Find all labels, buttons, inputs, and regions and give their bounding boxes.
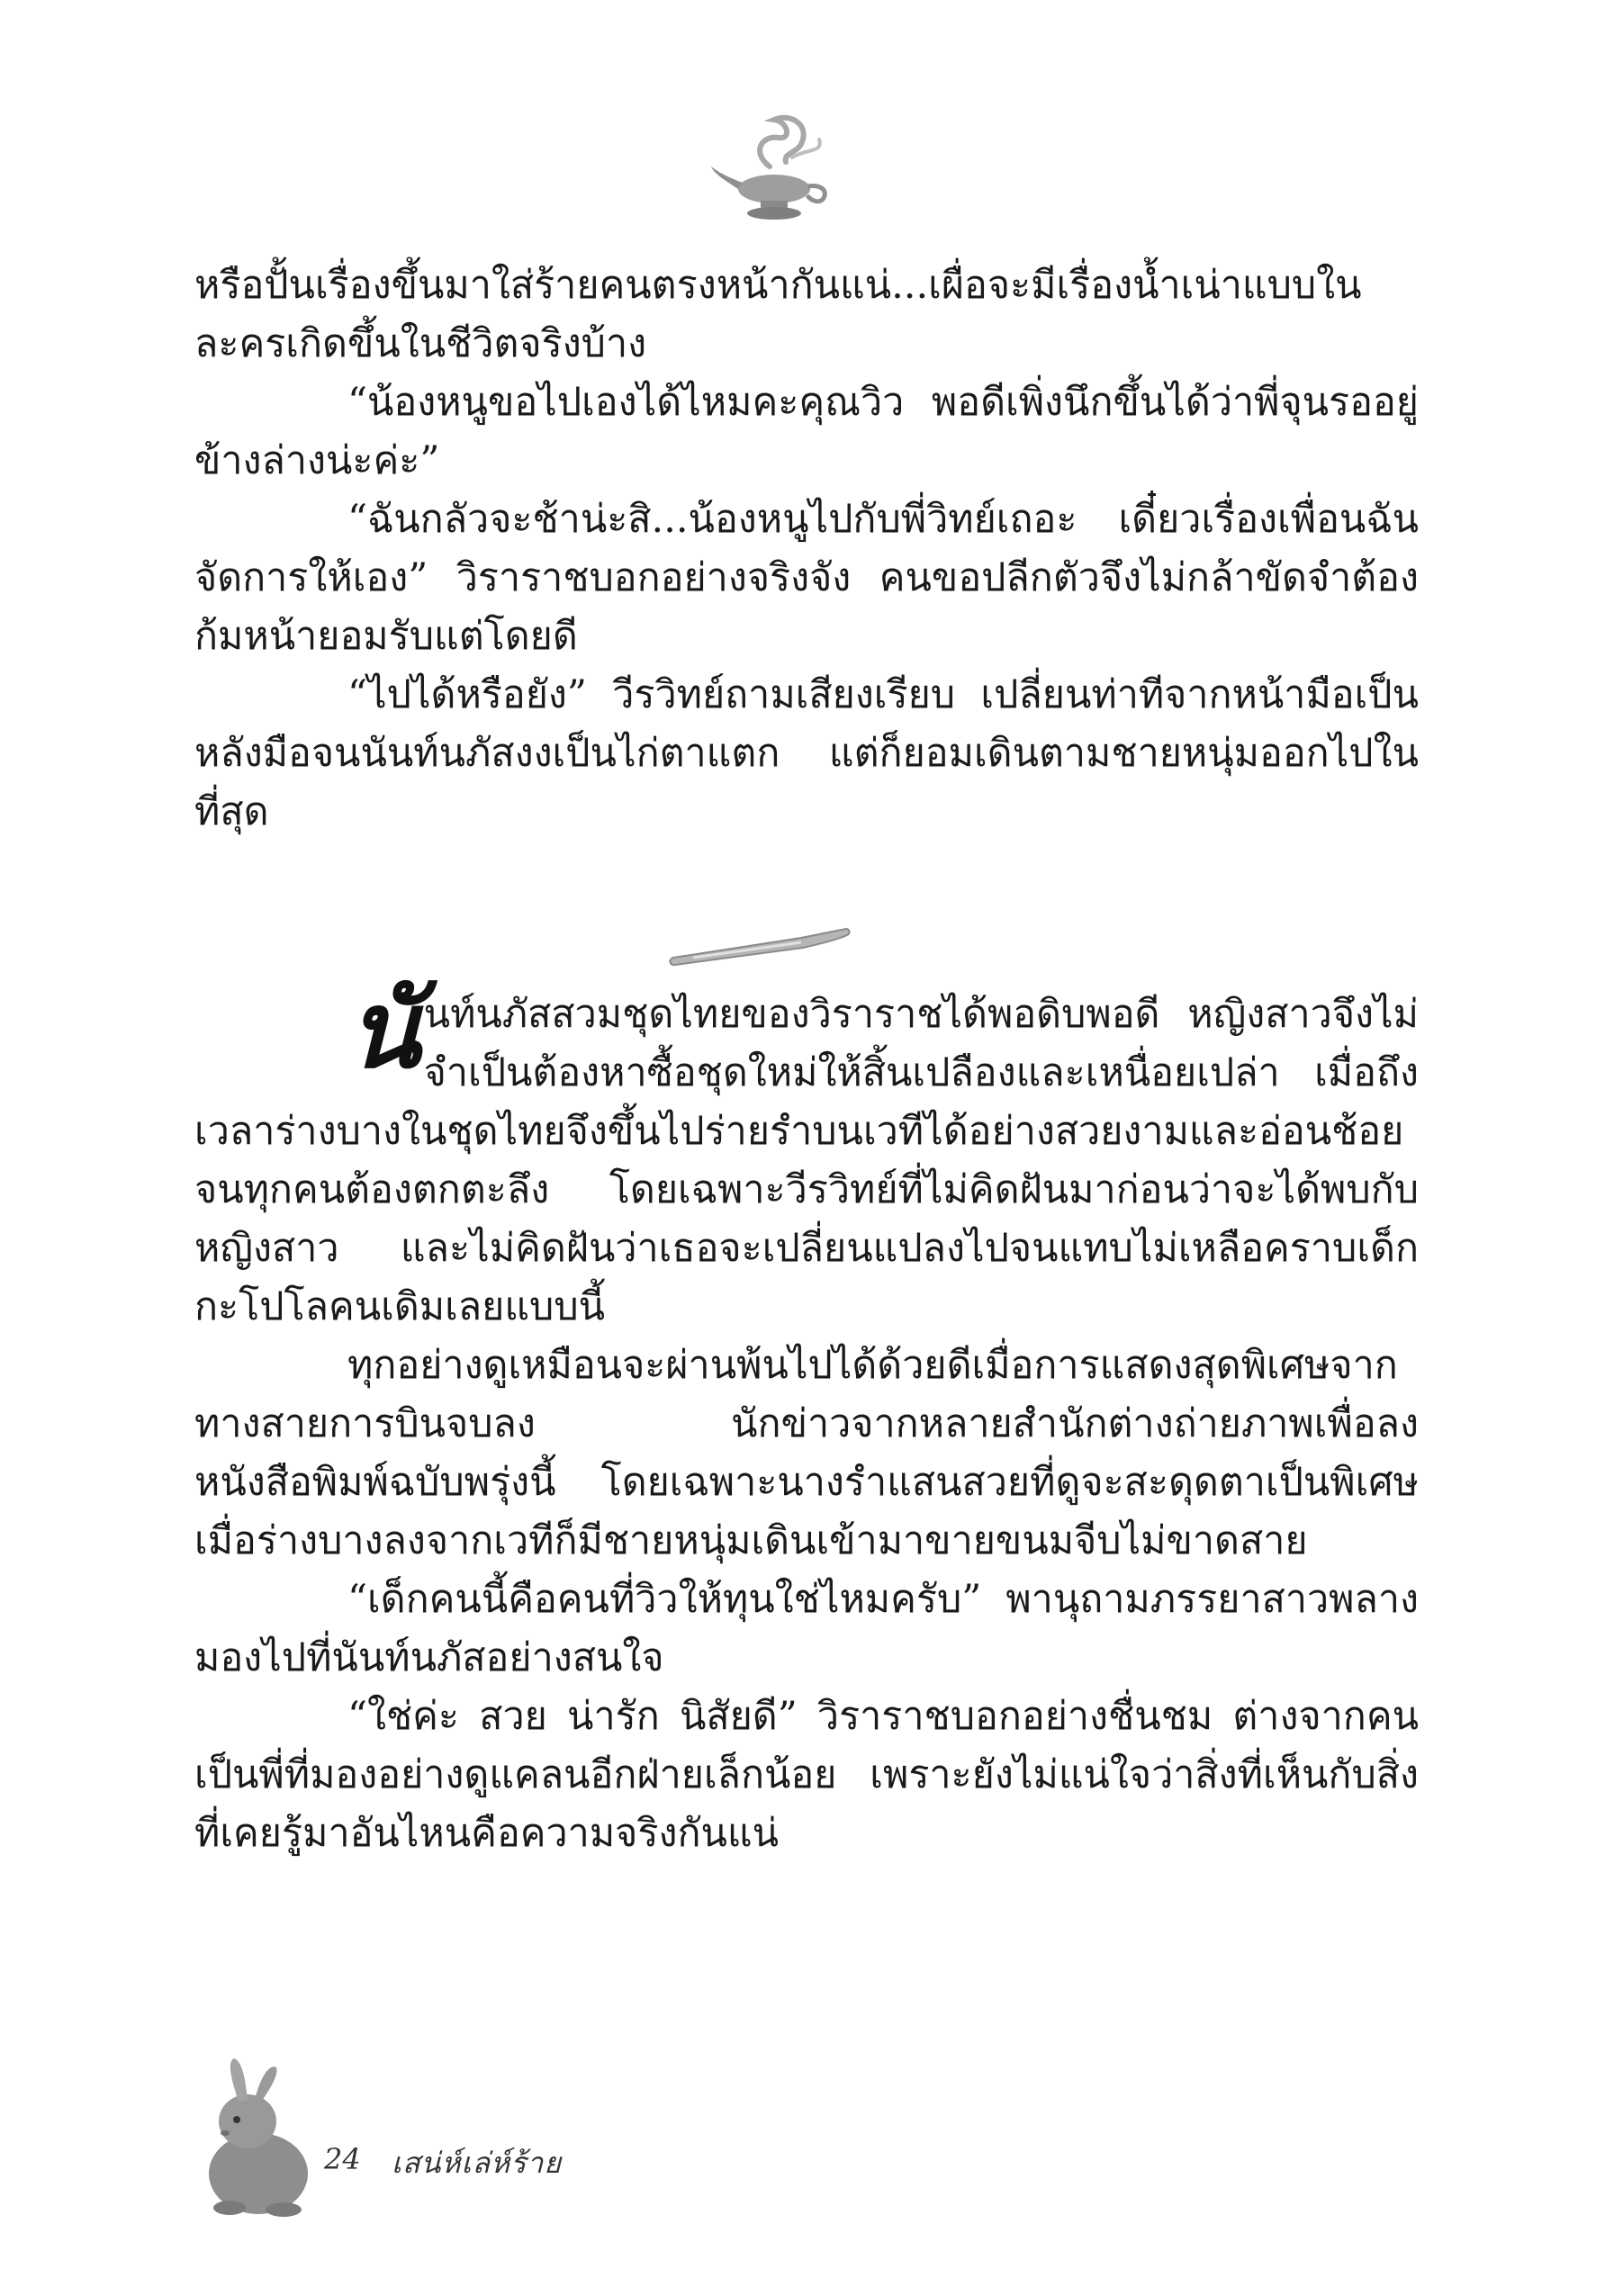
paragraph: “ไปได้หรือยัง” วีรวิทย์ถามเสียงเรียบ เปลี่ยนท่าทีจากหน้ามือเป็นหลังมือจนนันท์นภัสงงเป็นไก่ตาแตก แต่ก็ยอมเดินตามชายหนุ่มออกไปในที่สุด <box>194 672 1419 834</box>
page-number: 24 <box>324 2142 361 2176</box>
baseball-bat-icon <box>666 918 855 972</box>
page-footer <box>194 2057 698 2219</box>
rabbit-icon <box>194 2057 311 2219</box>
genie-lamp-icon <box>707 104 842 230</box>
paragraph: หรือปั้นเรื่องขึ้นมาใส่ร้ายคนตรงหน้ากันแน่...เผื่อจะมีเรื่องน้ำเน่าแบบในละครเกิดขึ้นในชีวิตจริงบ้าง <box>194 263 1362 366</box>
body-text-bottom <box>194 967 1419 1863</box>
drop-cap: นั <box>347 967 420 1092</box>
paragraph: “เด็กคนนี้คือคนที่วิวให้ทุนใช่ไหมครับ” พานุถามภรรยาสาวพลางมองไปที่นันท์นภัสอย่างสนใจ <box>194 1577 1419 1680</box>
paragraph: ทุกอย่างดูเหมือนจะผ่านพ้นไปได้ด้วยดีเมื่อการแสดงสุดพิเศษจากทางสายการบินจบลง นักข่าวจากหลายสำนักต่างถ่ายภาพเพื่อลงหนังสือพิมพ์ฉบับพรุ่งนี้ โดยเฉพาะนางรำแสนสวยที่ดูจะสะดุดตาเป็นพิเศษ เมื่อร่างบางลงจากเวทีก็มีชายหนุ่มเดินเข้ามาขายขนมจีบไม่ขาดสาย <box>194 1343 1419 1563</box>
paragraph: “น้องหนูขอไปเองได้ไหมคะคุณวิว พอดีเพิ่งนึกขึ้นได้ว่าพี่จุนรออยู่ข้างล่างน่ะค่ะ” <box>194 380 1419 483</box>
body-text-top <box>194 257 1419 842</box>
paragraph: “ฉันกลัวจะช้าน่ะสิ...น้องหนูไปกับพี่วิทย์เถอะ เดี๋ยวเรื่องเพื่อนฉันจัดการให้เอง” วิราราชบอกอย่างจริงจัง คนขอปลีกตัวจึงไม่กล้าขัดจำต้องก้มหน้ายอมรับแต่โดยดี <box>194 497 1419 659</box>
paragraph: “ใช่ค่ะ สวย น่ารัก นิสัยดี” วิราราชบอกอย่างชื่นชม ต่างจากคนเป็นพี่ที่มองอย่างดูแคลนอีกฝ่ายเล็กน้อย เพราะยังไม่แน่ใจว่าสิ่งที่เห็นกับสิ่งที่เคยรู้มาอันไหนคือความจริงกันแน่ <box>194 1694 1419 1856</box>
book-title: เสน่ห์เล่ห์ร้าย <box>392 2146 562 2180</box>
paragraph: นท์นภัสสวมชุดไทยของวิราราชได้พอดิบพอดี หญิงสาวจึงไม่จำเป็นต้องหาซื้อชุดใหม่ให้สิ้นเปลืองและเหนื่อยเปล่า เมื่อถึงเวลาร่างบางในชุดไทยจึงขึ้นไปร่ายรำบนเวทีได้อย่างสวยงามและอ่อนช้อยจนทุกคนต้องตกตะลึง โดยเฉพาะวีรวิทย์ที่ไม่คิดฝันมาก่อนว่าจะได้พบกับหญิงสาว และไม่คิดฝันว่าเธอจะเปลี่ยนแปลงไปจนแทบไม่เหลือคราบเด็กกะโปโลคนเดิมเลยแบบนี้ <box>194 992 1419 1329</box>
